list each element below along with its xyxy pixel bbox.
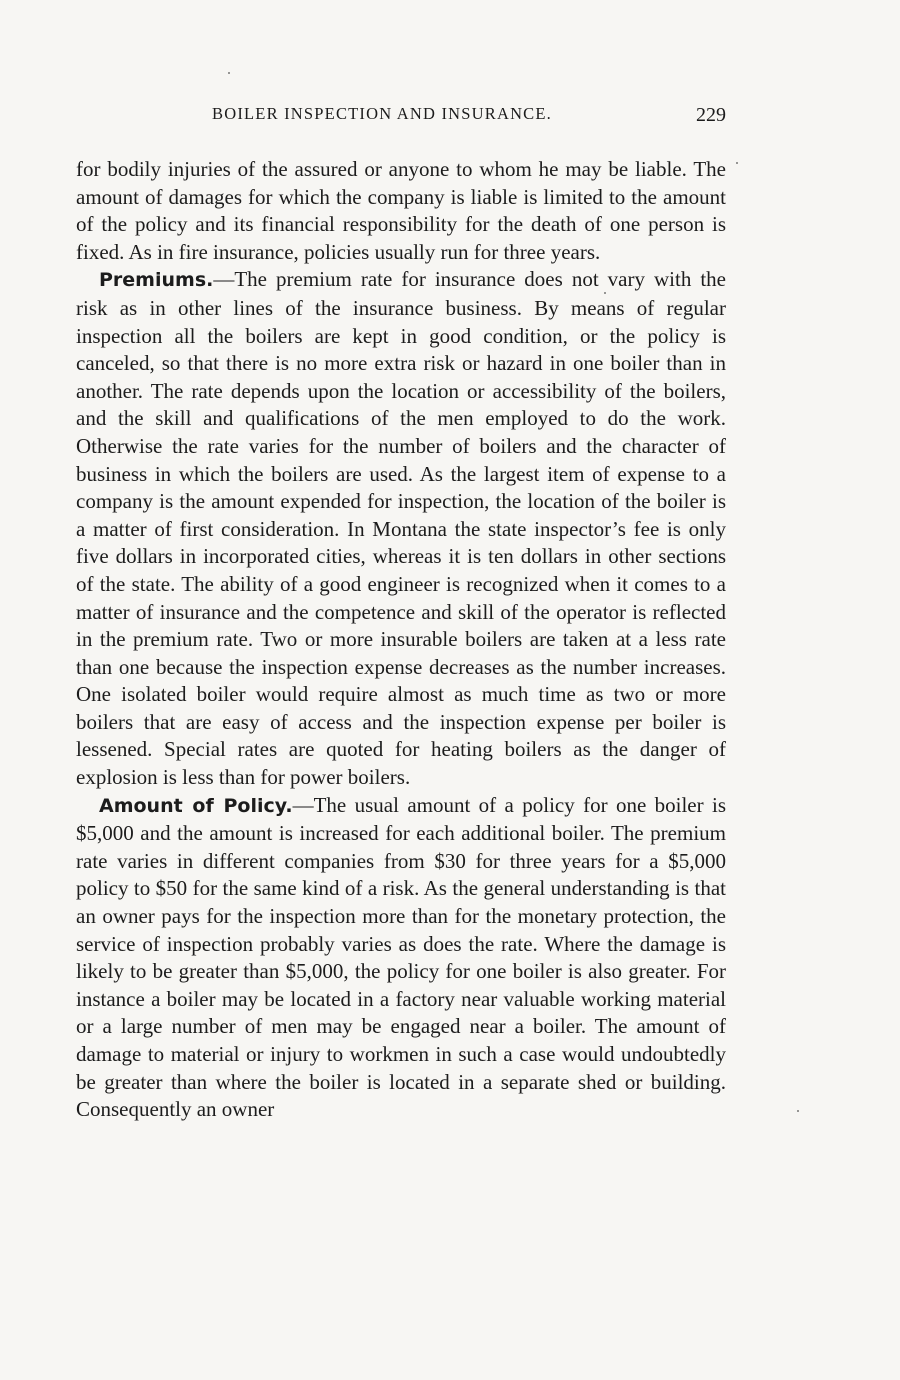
paragraph-text: —The premium rate for insurance does not vary with the risk as in other lines of the insurance business. By means of regular inspection all the boilers are kept in good condition, or the policy is canceled, so that there is no more extra risk or hazard in one boiler than in another. The rate depends upon the location or accessibility of the boilers, and the skill and qualifications of the men employed to do the work. Otherwise the rate varies for the number of boilers and the character of business in which the boilers are used. As the largest item of expense to a company is the amount expended for inspection, the location of the boiler is a matter of first consideration. In Montana the state inspector’s fee is only five dollars in incorporated cities, whereas it is ten dollars in other sections of the state. The ability of a good engineer is recognized when it comes to a matter of insurance and the competence and skill of the operator is reflected in the premium rate. Two or more insurable boilers are taken at a less rate than one because the inspection expense decreases as the number increases. One isolated boiler would require almost as much time as two or more boilers that are easy of access and the inspection expense per boiler is lessened. Special rates are quoted for heating boilers as the danger of explosion is less than for power boilers.: [76, 267, 726, 790]
paragraph-text: for bodily injuries of the assured or anyone to whom he may be liable. The amount of damages for which the company is liable is limited to the amount of the policy and its financial responsibility for the death of one person is fixed. As in fire insurance, policies usually run for three years.: [76, 157, 726, 264]
paragraph-premiums: [76, 266, 726, 791]
section-heading-premiums: Premiums.: [99, 269, 214, 292]
paragraph-amount-of-policy: [76, 792, 726, 1124]
paragraph-continuation: [76, 156, 726, 266]
page-header: [76, 104, 726, 130]
page-number: 229: [696, 104, 726, 126]
body-text: [76, 156, 726, 1124]
section-heading-amount-of-policy: Amount of Policy.: [99, 794, 293, 817]
running-head: BOILER INSPECTION AND INSURANCE.: [212, 104, 552, 123]
paper-speck: [797, 1110, 799, 1112]
paragraph-text: —The usual amount of a policy for one boiler is $5,000 and the amount is increased for each additional boiler. The premium rate varies in different companies from $30 for three years for a $5,000 policy to $50 for the same kind of a risk. As the general understanding is that an owner pays for the inspection more than for the monetary protection, the service of inspection probably varies as does the rate. Where the damage is likely to be greater than $5,000, the policy for one boiler is also greater. For instance a boiler may be located in a factory near valuable working material or a large number of men may be engaged near a boiler. The amount of damage to material or injury to workmen in such a case would undoubtedly be greater than where the boiler is located in a separate shed or building. Consequently an owner: [76, 792, 726, 1122]
paper-speck: [736, 162, 738, 164]
paper-speck: [228, 72, 230, 74]
paper-speck: [604, 292, 606, 294]
